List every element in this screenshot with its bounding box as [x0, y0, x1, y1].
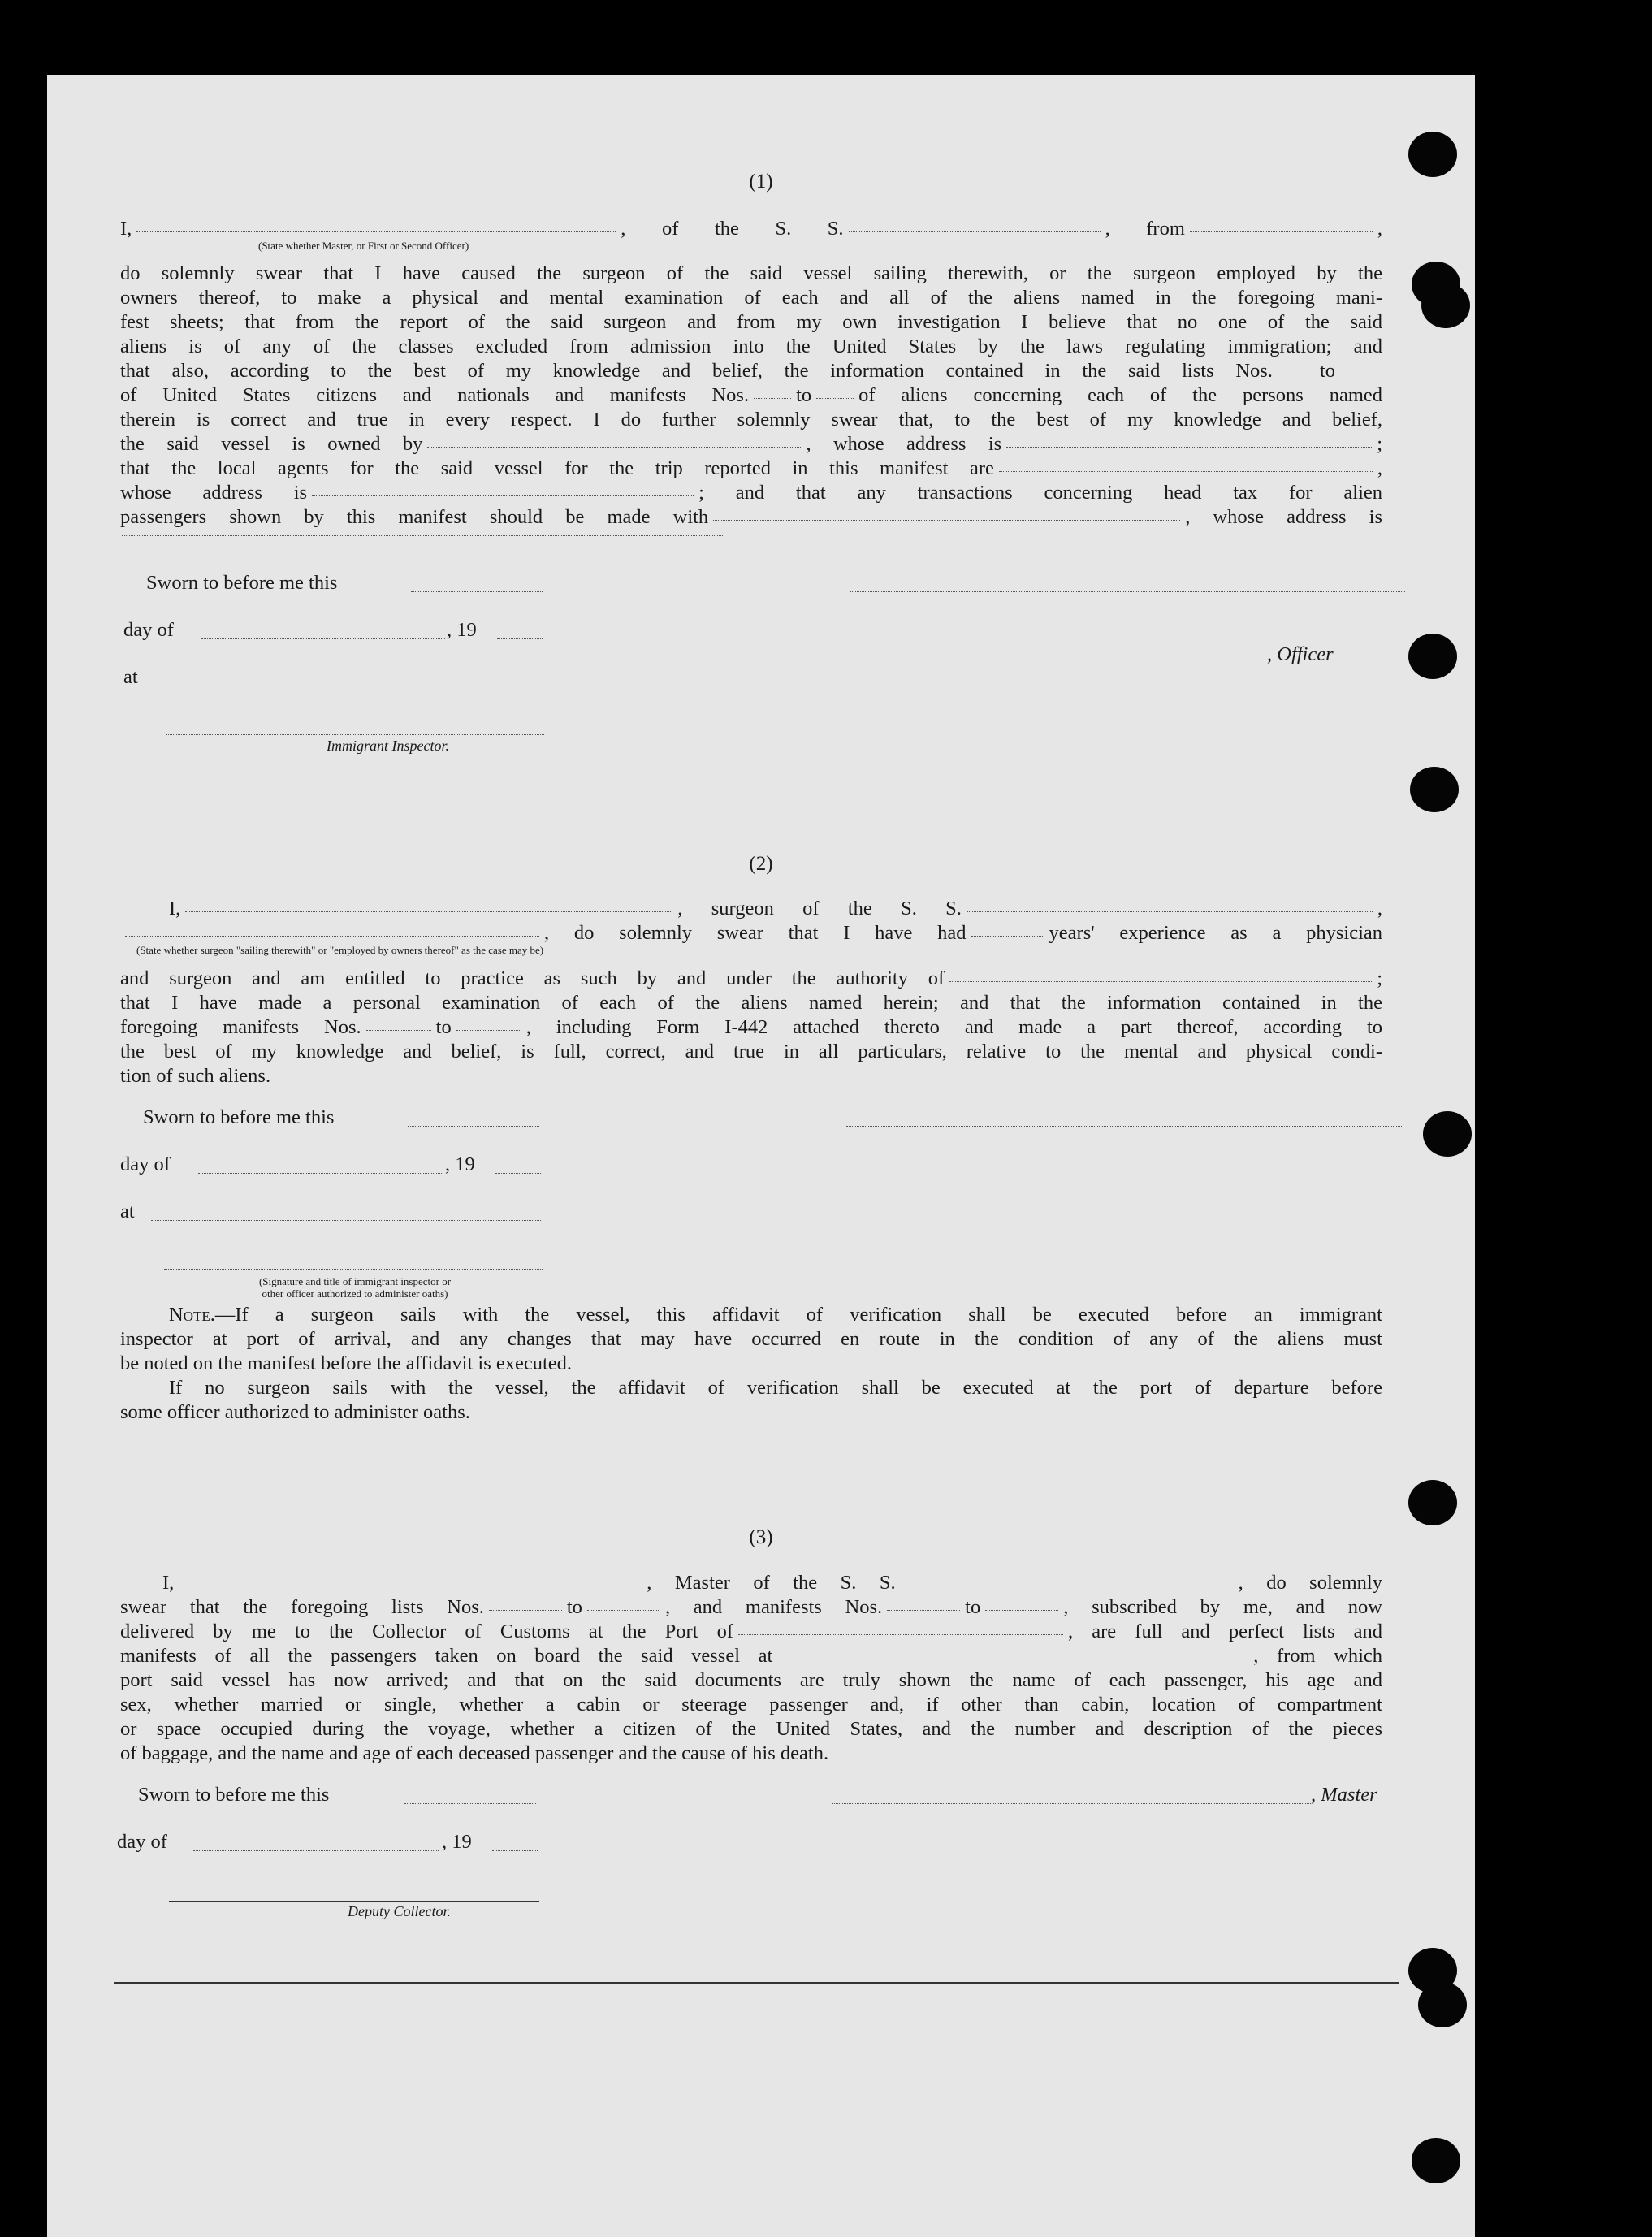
punch-hole	[1408, 132, 1457, 177]
s1-year-blank[interactable]	[497, 638, 543, 639]
s1-day-of-label: day of	[123, 619, 174, 641]
section-1-number: (1)	[749, 171, 773, 193]
s1-sworn-label: Sworn to before me this	[146, 572, 338, 594]
s3-line-4: manifests of all the passengers taken on board the said vessel at , from which	[120, 1645, 1382, 1667]
s1-officer-label: , Officer	[1267, 643, 1334, 665]
s3-sworn-date-blank[interactable]	[404, 1802, 536, 1804]
punch-hole	[1410, 767, 1459, 812]
note-line-2: inspector at port of arrival, and any changes that may have occurred en route in the condition of any of the aliens must	[120, 1328, 1382, 1350]
caption-master-officer: (State whether Master, or First or Second Officer)	[258, 240, 469, 252]
s3-day-of-label: day of	[117, 1831, 167, 1853]
s1-line-1: I, , of the S. S. , from ,	[120, 218, 1383, 240]
vessel-name-blank[interactable]	[849, 228, 1101, 232]
s3-sworn-label: Sworn to before me this	[138, 1784, 330, 1806]
s2-line-2: , do solemnly swear that I have had years' experience as a physician	[120, 921, 1382, 945]
punch-hole	[1408, 1480, 1457, 1525]
punch-hole	[1418, 1982, 1467, 2027]
manifests-from-blank[interactable]	[754, 395, 791, 399]
s2-at-place-blank[interactable]	[151, 1219, 541, 1221]
s3-lists-from-blank[interactable]	[489, 1607, 562, 1611]
s1-officer-signature-line[interactable]	[850, 591, 1405, 592]
owner-blank[interactable]	[427, 444, 801, 448]
s2-surgeon-signature-line[interactable]	[846, 1125, 1403, 1127]
s2-year-label: , 19	[445, 1153, 475, 1175]
s1-body-2: owners thereof, to make a physical and mental examination of each and all of the aliens named in the foregoing mani-	[120, 287, 1382, 309]
s3-line-1: I, , Master of the S. S. , do solemnly	[162, 1572, 1382, 1594]
s1-body-5: that also, according to the best of my knowledge and belief, the information contained in the said lists Nos. to	[120, 359, 1382, 383]
s1-body-8: the said vessel is owned by , whose address is ;	[120, 433, 1382, 455]
punch-hole	[1423, 1111, 1472, 1157]
section-3-number: (3)	[749, 1526, 773, 1548]
s3-line-3: delivered by me to the Collector of Customs at the Port of , are full and perfect lists and	[120, 1620, 1382, 1642]
s3-month-blank[interactable]	[193, 1850, 439, 1851]
years-experience-blank[interactable]	[971, 932, 1044, 937]
s1-body-10: whose address is ; and that any transactions concerning head tax for alien	[120, 482, 1383, 504]
s3-master-label: , Master	[1311, 1784, 1377, 1806]
s3-vessel-name-blank[interactable]	[901, 1582, 1234, 1586]
s3-line-6: sex, whether married or single, whether a cabin or steerage passenger and, if other than cabin, location of compartment	[120, 1694, 1382, 1716]
note-line-1: Note.—If a surgeon sails with the vessel, this affidavit of verification shall be executed before an immigrant	[169, 1304, 1382, 1326]
s3-manifests-from-blank[interactable]	[887, 1607, 960, 1611]
s1-at-place-blank[interactable]	[154, 685, 543, 686]
s1-body-11: passengers shown by this manifest should be made with , whose address is	[120, 506, 1383, 528]
punch-hole	[1412, 2138, 1460, 2183]
head-tax-address-blank[interactable]	[122, 534, 723, 536]
footer-rule	[114, 1981, 1399, 1984]
head-tax-agent-blank[interactable]	[713, 517, 1180, 521]
s2-sworn-date-blank[interactable]	[408, 1125, 539, 1127]
manifests-to-blank[interactable]	[816, 395, 854, 399]
s1-month-blank[interactable]	[201, 638, 445, 639]
master-name-blank[interactable]	[136, 228, 616, 232]
s2-at-label: at	[120, 1201, 135, 1222]
s1-at-label: at	[123, 666, 138, 688]
s3-lists-to-blank[interactable]	[587, 1607, 660, 1611]
s2-signature-caption: (Signature and title of immigrant inspector or other officer authorized to administer oaths)	[258, 1275, 452, 1300]
lists-to-blank[interactable]	[1340, 370, 1377, 374]
surgeon-status-blank[interactable]	[125, 932, 539, 937]
punch-hole	[1408, 634, 1457, 679]
s1-body-3: fest sheets; that from the report of the said surgeon and from my own investigation I believe that no one of the said	[120, 311, 1382, 333]
agents-address-blank[interactable]	[312, 492, 694, 496]
s3-line-5: port said vessel has now arrived; and that on the said documents are truly shown the name of each passenger, his age and	[120, 1669, 1382, 1691]
s1-inspector-caption: Immigrant Inspector.	[327, 738, 449, 754]
s1-body-4: aliens is of any of the classes excluded from admission into the United States by the laws regulating immigration; and	[120, 335, 1382, 357]
s2-year-blank[interactable]	[495, 1172, 541, 1174]
s3-line-2: swear that the foregoing lists Nos. to , and manifests Nos. to , subscribed by me, and now	[120, 1596, 1382, 1618]
practice-authority-blank[interactable]	[949, 978, 1372, 982]
s2-vessel-name-blank[interactable]	[967, 908, 1373, 912]
s2-line-1: I, , surgeon of the S. S. ,	[169, 898, 1382, 919]
s1-body-1: do solemnly swear that I have caused the surgeon of the said vessel sailing therewith, or the surgeon employed by the	[120, 262, 1382, 284]
punch-hole	[1421, 283, 1470, 328]
port-of-embarkation-blank[interactable]	[777, 1655, 1248, 1659]
note-label: Note.	[169, 1304, 215, 1326]
owner-address-blank[interactable]	[1006, 444, 1372, 448]
s3-collector-caption: Deputy Collector.	[348, 1903, 451, 1919]
s2-day-of-label: day of	[120, 1153, 171, 1175]
s1-body-7: therein is correct and true in every respect. I do further solemnly swear that, to the best of my knowledge and belief,	[120, 409, 1382, 431]
s3-line-7: or space occupied during the voyage, whether a citizen of the United States, and the number and description of the pieces	[120, 1718, 1382, 1740]
caption-surgeon-status: (State whether surgeon "sailing therewith" or "employed by owners thereof" as the case may be)	[136, 944, 544, 956]
port-of-arrival-blank[interactable]	[738, 1631, 1063, 1635]
note-line-5: some officer authorized to administer oaths.	[120, 1401, 470, 1423]
s3-year-label: , 19	[442, 1831, 472, 1853]
s2-sworn-label: Sworn to before me this	[143, 1106, 335, 1128]
s2-line-3: and surgeon and am entitled to practice as such by and under the authority of ;	[120, 967, 1382, 989]
s2-line-7: tion of such aliens.	[120, 1065, 271, 1087]
port-from-blank[interactable]	[1190, 228, 1373, 232]
s3-manifests-to-blank[interactable]	[985, 1607, 1058, 1611]
s1-inspector-signature-line[interactable]	[166, 733, 544, 735]
s2-line-4: that I have made a personal examination of each of the aliens named herein; and that the information contained in the	[120, 992, 1382, 1014]
s3-line-8: of baggage, and the name and age of each deceased passenger and the cause of his death.	[120, 1742, 829, 1764]
note-line-4: If no surgeon sails with the vessel, the affidavit of verification shall be executed at the port of departure before	[169, 1377, 1382, 1399]
surgeon-name-blank[interactable]	[185, 908, 672, 912]
s2-line-6: the best of my knowledge and belief, is full, correct, and true in all particulars, relative to the mental and physical condi-	[120, 1041, 1382, 1062]
s2-line-5: foregoing manifests Nos. to , including Form I-442 attached thereto and made a part thereof, according to	[120, 1016, 1383, 1038]
form-page	[47, 75, 1475, 2237]
s3-year-blank[interactable]	[492, 1850, 538, 1851]
local-agents-blank[interactable]	[999, 468, 1373, 472]
s1-sworn-date-blank[interactable]	[411, 591, 543, 592]
s1-body-9: that the local agents for the said vessel for the trip reported in this manifest are ,	[120, 457, 1382, 479]
s3-master-signature-line[interactable]	[832, 1802, 1311, 1804]
s2-manifests-to-blank[interactable]	[456, 1027, 521, 1031]
s3-collector-signature-line[interactable]	[169, 1900, 539, 1902]
s1-body-6: of United States citizens and nationals and manifests Nos. to of aliens concerning each of the persons named	[120, 384, 1382, 406]
lists-from-blank[interactable]	[1278, 370, 1315, 374]
s2-officer-signature-line[interactable]	[164, 1268, 543, 1270]
s1-officer-title-line[interactable]	[848, 663, 1265, 664]
s2-manifests-from-blank[interactable]	[366, 1027, 431, 1031]
s2-month-blank[interactable]	[198, 1172, 442, 1174]
section-2-number: (2)	[749, 853, 773, 875]
note-line-3: be noted on the manifest before the affidavit is executed.	[120, 1352, 573, 1374]
s1-year-label: , 19	[447, 619, 477, 641]
s3-master-name-blank[interactable]	[179, 1582, 642, 1586]
